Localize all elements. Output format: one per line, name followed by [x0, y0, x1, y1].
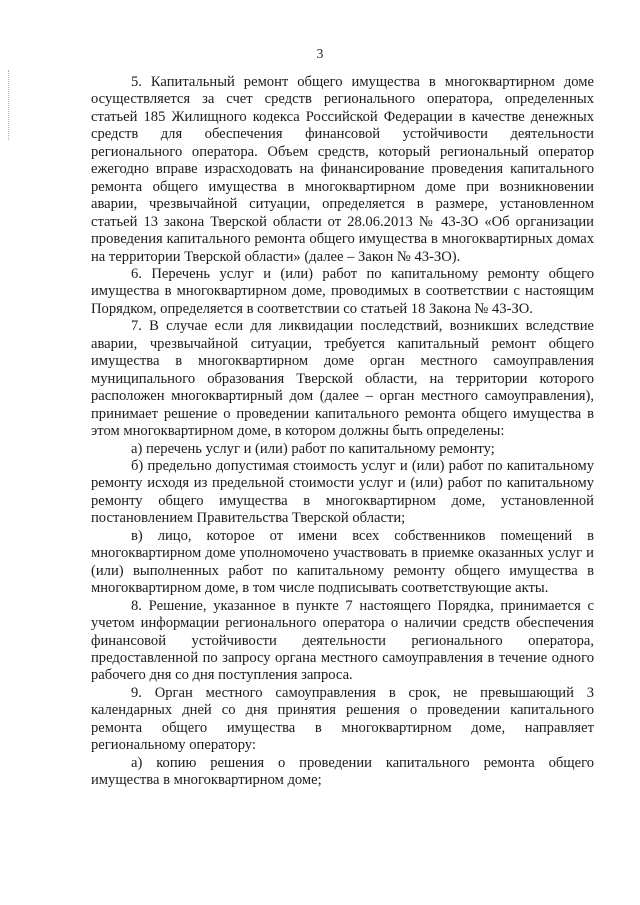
paragraph-7: 7. В случае если для ликвидации последствий, возникших вследствие аварии, чрезвычайной ситуации, требуется капитальный ремонт общего имущества в многоквартирном доме орган местного самоуправления муниципального образования Тверской области, на территории которого расположен многоквартирный дом (далее – орган местного самоуправления), принимает решение о проведении капитального ремонта общего имущества в этом многоквартирном доме, в котором должны быть определены:: [91, 318, 594, 440]
paragraph-6: 6. Перечень услуг и (или) работ по капитальному ремонту общего имущества в многоквартирном доме, проводимых в соответствии с настоящим Порядком, определяется в соответствии со статьей 18 Закона № 43-ЗО.: [91, 265, 594, 317]
paragraph-8: 8. Решение, указанное в пункте 7 настоящего Порядка, принимается с учетом информации регионального оператора о наличии средств обеспечения финансовой устойчивости деятельности регионального оператора, предоставленной по запросу органа местного самоуправления в течение одного рабочего дня со дня поступления запроса.: [91, 597, 594, 684]
paragraph-7-item-a: а) перечень услуг и (или) работ по капитальному ремонту;: [131, 440, 495, 457]
page-number: 3: [316, 46, 324, 61]
paragraph-5: 5. Капитальный ремонт общего имущества в многоквартирном доме осуществляется за счет средств регионального оператора, определенных статьей 185 Жилищного кодекса Российской Федерации в качестве денежных средств для обеспечения финансовой устойчивости деятельности регионального оператора. Объем средств, который региональный оператор ежегодно вправе израсходовать на финансирование проведения капитального ремонта общего имущества в многоквартирном доме при возникновении аварии, чрезвычайной ситуации, определяется в размере, установленном статьей 13 закона Тверской области от 28.06.2013 № 43-ЗО «Об организации проведения капитального ремонта общего имущества в многоквартирных домах на территории Тверской области» (далее – Закон № 43-ЗО).: [91, 74, 594, 265]
paragraph-7-item-v: в) лицо, которое от имени всех собственников помещений в многоквартирном доме уполномочено участвовать в приемке оказанных услуг и (или) выполненных работ по капитальному ремонту общего имущества в многоквартирном доме, в том числе подписывать соответствующие акты.: [91, 527, 594, 597]
paragraph-7-item-b: б) предельно допустимая стоимость услуг и (или) работ по капитальному ремонту исходя из предельной стоимости услуг и (или) работ по капитальному ремонту общего имущества в многоквартирном доме, установленной постановлением Правительства Тверской области;: [91, 457, 594, 527]
paragraph-9-item-a: а) копию решения о проведении капитального ремонта общего имущества в многоквартирном доме;: [91, 754, 594, 789]
paragraph-9: 9. Орган местного самоуправления в срок, не превышающий 3 календарных дней со дня принятия решения о проведении капитального ремонта общего имущества в многоквартирном доме, направляет региональному оператору:: [91, 684, 594, 754]
scan-margin-mark: [8, 70, 11, 140]
document-body: [91, 74, 594, 790]
